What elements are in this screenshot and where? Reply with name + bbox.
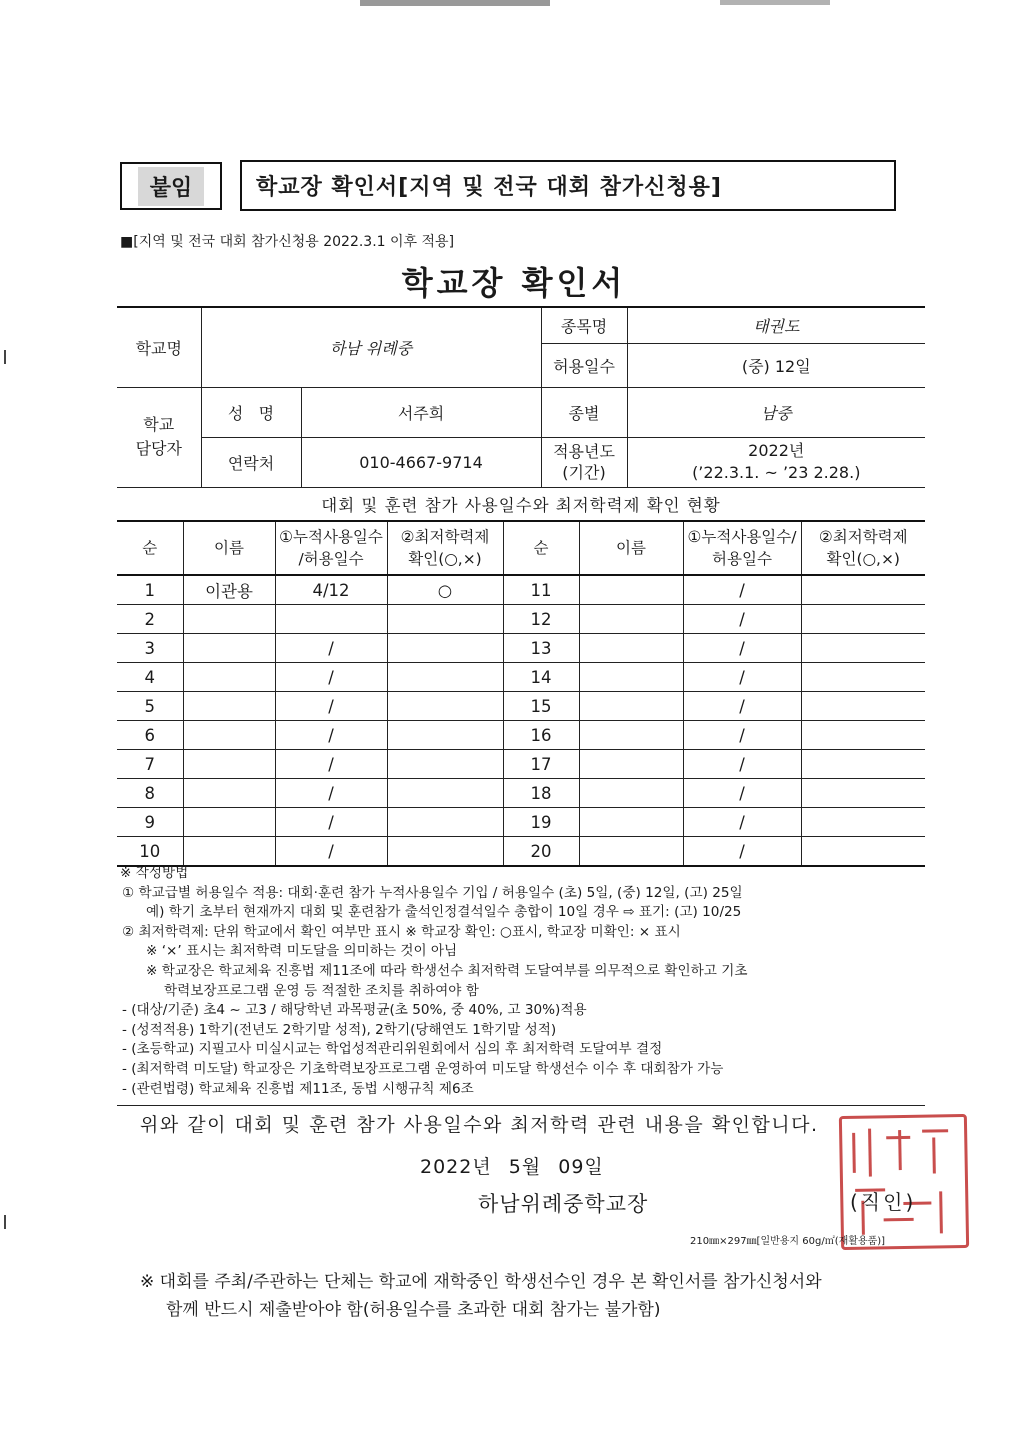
cell-name	[579, 779, 683, 808]
cell-no: 1	[117, 575, 183, 605]
table-row	[117, 605, 925, 634]
cell-name	[579, 721, 683, 750]
cell-check	[387, 692, 503, 721]
instruction-line: - (대상/기준) 초4 ~ 고3 / 해당학년 과목평균(초 50%, 중 40%, 고 30%)적용	[122, 1002, 587, 1019]
cell-days: /	[683, 575, 801, 605]
cell-check	[801, 663, 925, 692]
cell-name	[579, 634, 683, 663]
cell-days: /	[683, 837, 801, 867]
cell-no: 15	[503, 692, 579, 721]
cell-name	[579, 837, 683, 867]
days-value: (중) 12일	[627, 343, 925, 387]
instruction-line: - (성적적용) 1학기(전년도 2학기말 성적), 2학기(당해연도 1학기말 성적)	[122, 1021, 557, 1038]
cell-name	[183, 750, 275, 779]
confirmation-date: 2022년 5월 09일	[420, 1156, 604, 1178]
cell-days: /	[683, 808, 801, 837]
cell-no: 12	[503, 605, 579, 634]
header-check: ②최저학력제 확인(○,×)	[387, 521, 503, 575]
cell-check	[387, 605, 503, 634]
header-check: ②최저학력제 확인(○,×)	[801, 521, 925, 575]
cell-name	[183, 721, 275, 750]
instruction-line: ※ ‘×’ 표시는 최저학력 미도달을 의미하는 것이 아님	[146, 943, 458, 960]
cell-days: /	[275, 808, 387, 837]
cell-check	[801, 634, 925, 663]
cell-days: /	[683, 721, 801, 750]
cell-no: 8	[117, 779, 183, 808]
cell-days: /	[683, 605, 801, 634]
cell-no: 20	[503, 837, 579, 867]
year-label: 적용년도 (기간)	[541, 437, 627, 487]
cell-days: /	[683, 779, 801, 808]
cell-no: 2	[117, 605, 183, 634]
form-title-box	[240, 160, 896, 211]
cell-days: /	[275, 721, 387, 750]
cell-days: /	[275, 692, 387, 721]
submission-note	[140, 1268, 822, 1324]
name-label: 성 명	[201, 387, 301, 437]
cell-check	[387, 721, 503, 750]
instruction-line: 학력보장프로그램 운영 등 적절한 조치를 취하여야 함	[164, 982, 479, 999]
header-name: 이름	[183, 521, 275, 575]
gender-label: 종별	[541, 387, 627, 437]
cell-check	[801, 837, 925, 867]
gender-value: 남중	[627, 387, 925, 437]
table-row	[117, 721, 925, 750]
cell-name	[579, 663, 683, 692]
cell-days: /	[275, 779, 387, 808]
manager-label: 학교 담당자	[117, 387, 201, 487]
cell-days: /	[683, 692, 801, 721]
instructions	[120, 864, 940, 1099]
cell-name	[579, 605, 683, 634]
scan-artifact	[720, 0, 830, 5]
divider	[117, 1105, 925, 1106]
cell-no: 5	[117, 692, 183, 721]
cell-check	[387, 750, 503, 779]
sport-label: 종목명	[541, 307, 627, 343]
instruction-line: ② 최저학력제: 단위 학교에서 확인 여부만 표시 ※ 학교장 확인: ○표시, 학교장 미확인: × 표시	[122, 923, 681, 940]
table-row	[117, 779, 925, 808]
header-no: 순	[117, 521, 183, 575]
instruction-line: 예) 학기 초부터 현재까지 대회 및 훈련참가 출석인정결석일수 총합이 10일 경우 ⇨ 표기: (고) 10/25	[146, 904, 742, 921]
cell-days: /	[275, 663, 387, 692]
cell-no: 6	[117, 721, 183, 750]
table-row	[117, 663, 925, 692]
cell-days: 4/12	[275, 575, 387, 605]
table-row	[117, 837, 925, 867]
cell-days: /	[683, 663, 801, 692]
cell-days: /	[275, 837, 387, 867]
cell-check	[801, 605, 925, 634]
cell-name	[579, 750, 683, 779]
cell-days	[275, 605, 387, 634]
table-row	[117, 750, 925, 779]
cell-check	[387, 808, 503, 837]
instruction-line: - (관련법령) 학교체육 진흥법 제11조, 동법 시행규칙 제6조	[122, 1080, 474, 1097]
cell-no: 7	[117, 750, 183, 779]
cell-no: 13	[503, 634, 579, 663]
cell-check	[801, 721, 925, 750]
header-name: 이름	[579, 521, 683, 575]
cell-no: 16	[503, 721, 579, 750]
cell-name	[579, 575, 683, 605]
year-cell	[627, 437, 925, 487]
scan-artifact	[4, 350, 6, 364]
school-label: 학교명	[117, 307, 201, 387]
cell-name	[183, 808, 275, 837]
cell-name	[183, 837, 275, 867]
cell-no: 17	[503, 750, 579, 779]
cell-name	[183, 663, 275, 692]
header-no: 순	[503, 521, 579, 575]
status-table	[117, 520, 925, 867]
school-value: 하남 위례중	[201, 307, 541, 387]
cell-check: ○	[387, 575, 503, 605]
school-info-table	[117, 306, 925, 488]
paper-spec: 210㎜×297㎜[일반용지 60g/㎡(재활용품)]	[690, 1236, 886, 1247]
confirmation-statement: 위와 같이 대회 및 훈련 참가 사용일수와 최저학력 관련 내용을 확인합니다.	[140, 1114, 819, 1136]
cell-no: 18	[503, 779, 579, 808]
cell-name	[183, 605, 275, 634]
days-label: 허용일수	[541, 343, 627, 387]
cell-days: /	[683, 634, 801, 663]
cell-no: 4	[117, 663, 183, 692]
instruction-line: ※ 학교장은 학교체육 진흥법 제11조에 따라 학생선수 최저학력 도달여부를 의무적으로 확인하고 기초	[146, 962, 748, 979]
header-days: ①누적사용일수 /허용일수	[275, 521, 387, 575]
cell-no: 10	[117, 837, 183, 867]
instruction-line: - (초등학교) 지필고사 미실시교는 학업성적관리위원회에서 심의 후 최저학력 도달여부 결정	[122, 1041, 663, 1058]
cell-check	[387, 634, 503, 663]
cell-name	[183, 692, 275, 721]
cell-name	[183, 634, 275, 663]
cell-check	[387, 779, 503, 808]
cell-check	[801, 575, 925, 605]
principal-name: 하남위례중학교장	[478, 1192, 649, 1216]
contact-value: 010-4667-9714	[301, 437, 541, 487]
cell-check	[387, 837, 503, 867]
cell-name	[579, 692, 683, 721]
cell-check	[801, 808, 925, 837]
table-row	[117, 808, 925, 837]
scan-artifact	[4, 1215, 6, 1229]
table-row	[117, 634, 925, 663]
cell-check	[387, 663, 503, 692]
attachment-label-box	[120, 162, 222, 210]
cell-check	[801, 750, 925, 779]
cell-no: 19	[503, 808, 579, 837]
cell-no: 11	[503, 575, 579, 605]
cell-days: /	[275, 634, 387, 663]
cell-days: /	[683, 750, 801, 779]
form-title: 학교장 확인서[지역 및 전국 대회 참가신청용]	[256, 175, 722, 200]
scan-artifact	[360, 0, 550, 6]
seal-label: (직인)	[850, 1190, 917, 1214]
contact-label: 연락처	[201, 437, 301, 487]
instruction-line: ※ 작성방법	[120, 865, 189, 881]
cell-name	[579, 808, 683, 837]
official-seal	[839, 1114, 969, 1250]
year-value: 2022년	[748, 441, 805, 460]
cell-name	[183, 779, 275, 808]
instruction-line: - (최저학력 미도달) 학교장은 기초학력보장프로그램 운영하여 미도달 학생선수 이수 후 대회참가 가능	[122, 1060, 724, 1077]
instruction-line: ① 학교급별 허용일수 적용: 대회·훈련 참가 누적사용일수 기입 / 허용일수 (초) 5일, (중) 12일, (고) 25일	[122, 884, 743, 901]
page-title: 학교장 확인서	[401, 264, 627, 302]
cell-no: 9	[117, 808, 183, 837]
table-row	[117, 575, 925, 605]
name-value: 서주희	[301, 387, 541, 437]
cell-no: 14	[503, 663, 579, 692]
submission-note-line: 함께 반드시 제출받아야 함(허용일수를 초과한 대회 참가는 불가함)	[166, 1300, 661, 1320]
sport-value: 태권도	[627, 307, 925, 343]
applicability-note: ■[지역 및 전국 대회 참가신청용 2022.3.1 이후 적용]	[120, 234, 455, 250]
header-days: ①누적사용일수/ 허용일수	[683, 521, 801, 575]
cell-name: 이관용	[183, 575, 275, 605]
attachment-label: 붙임	[138, 167, 205, 206]
status-title: 대회 및 훈련 참가 사용일수와 최저학력제 확인 현황	[321, 496, 721, 515]
cell-days: /	[275, 750, 387, 779]
cell-no: 3	[117, 634, 183, 663]
cell-check	[801, 779, 925, 808]
submission-note-line: ※ 대회를 주최/주관하는 단체는 학교에 재학중인 학생선수인 경우 본 확인서를 참가신청서와	[140, 1272, 822, 1292]
cell-check	[801, 692, 925, 721]
year-period: (’22.3.1. ~ ’23 2.28.)	[692, 463, 861, 482]
table-row	[117, 692, 925, 721]
